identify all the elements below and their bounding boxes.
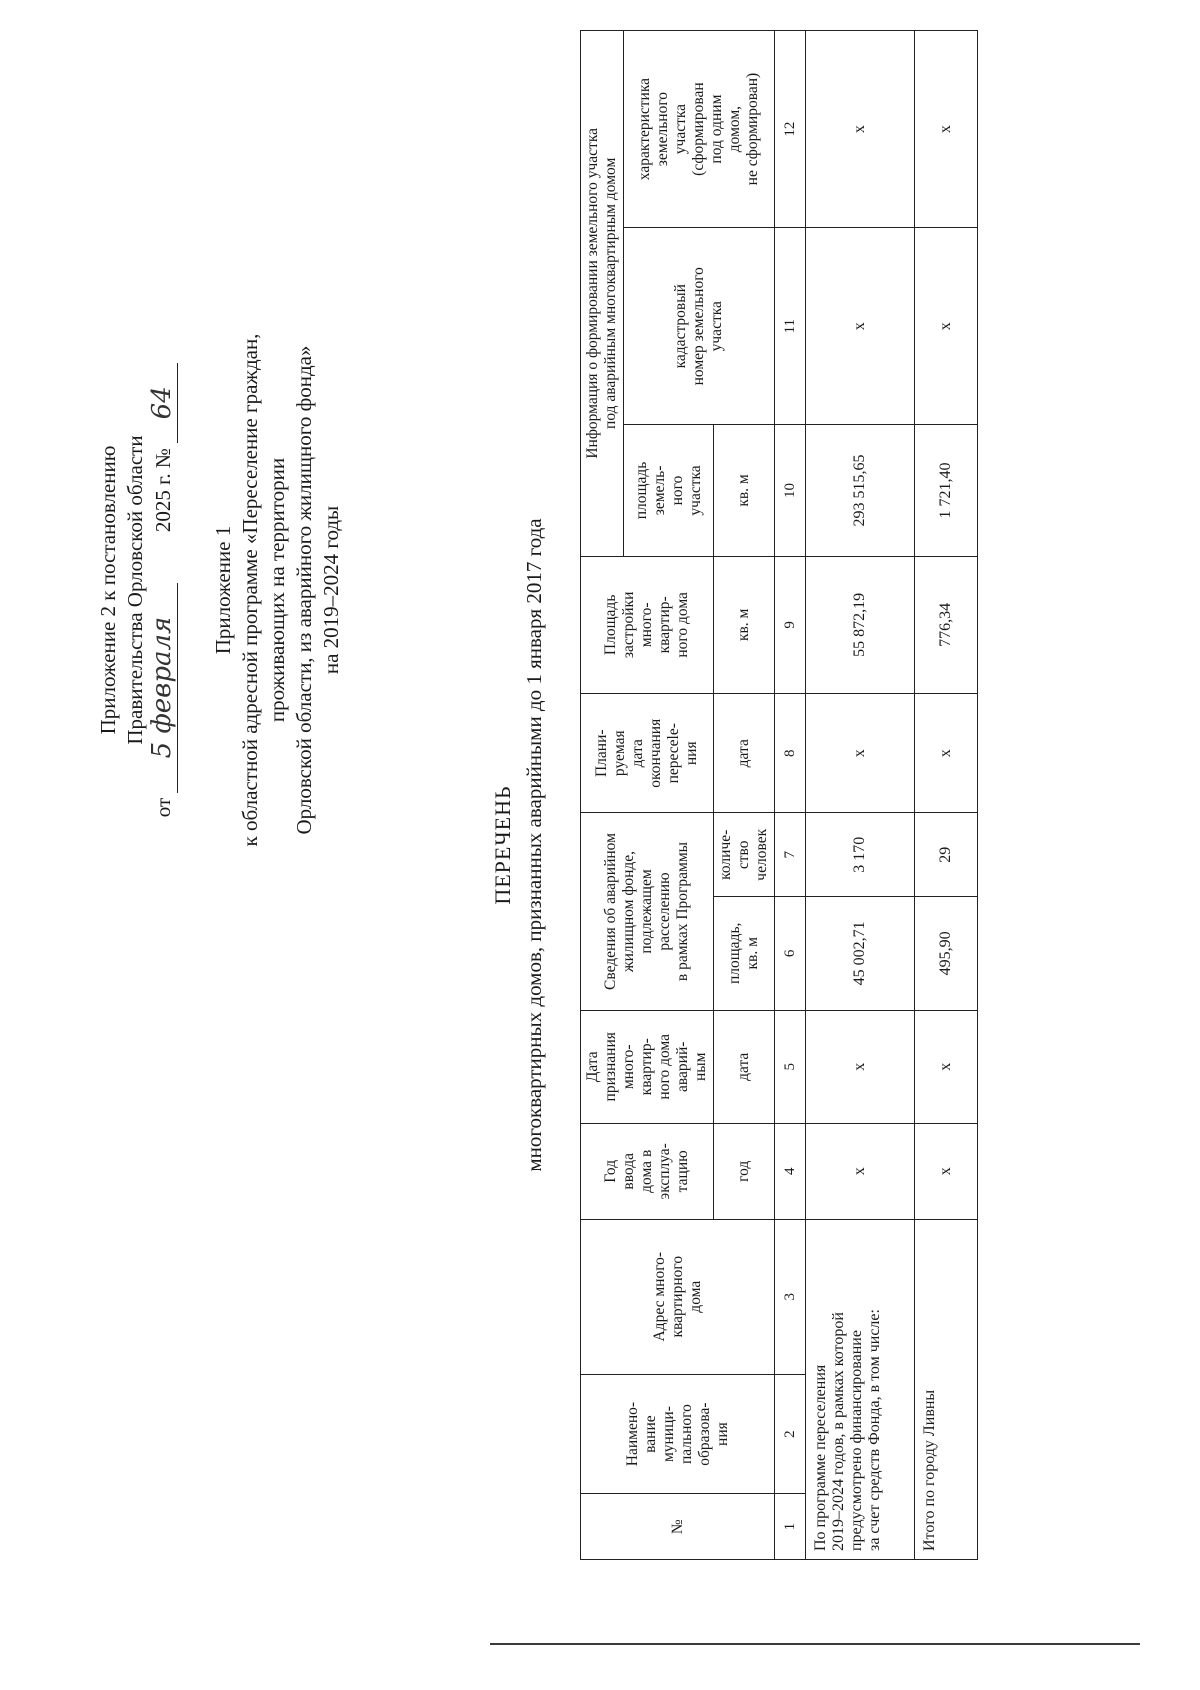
table-row — [915, 31, 978, 1560]
document-subtitle: многоквартирных домов, признанных аварийными до 1 января 2017 года — [522, 518, 546, 1172]
from-prefix: от — [151, 797, 175, 818]
col-number: 9 — [775, 556, 806, 693]
col-number: 8 — [775, 694, 806, 813]
cell-characteristic: х — [806, 31, 915, 228]
col-number: 12 — [775, 31, 806, 228]
unit-land-area: кв. м — [714, 425, 775, 556]
cell-people: 29 — [915, 813, 978, 897]
col-number: 2 — [775, 1374, 806, 1493]
decree-date-line — [149, 300, 178, 880]
table-row — [806, 31, 915, 1560]
margin-rule — [490, 1643, 1140, 1645]
header-planned-date: Плани- руемая дата окончания пересele- ния — [581, 694, 714, 813]
cell-area: 45 002,71 — [806, 897, 915, 1010]
cell-people: 3 170 — [806, 813, 915, 897]
col-number: 5 — [775, 1010, 806, 1123]
cell-characteristic: х — [915, 31, 978, 228]
cell-building-area: 55 872,19 — [806, 556, 915, 693]
header-land-info: Информация о формировании земельного участка под аварийным многоквартирным домом — [581, 31, 624, 557]
header-land-area: площадь земель- ного участка — [624, 425, 714, 556]
col-number: 11 — [775, 228, 806, 425]
decree-line-2: Правительства Орловской области — [123, 435, 147, 745]
col-number: 10 — [775, 425, 806, 556]
unit-people: количе- ство человек — [714, 813, 775, 897]
header-cadastral-number: кадастровый номер земельного участка — [624, 228, 775, 425]
unit-year: год — [714, 1124, 775, 1220]
unit-date: дата — [714, 1010, 775, 1123]
appendix-line-3: проживающих на территории — [265, 457, 289, 723]
row-label: Итого по городу Ливны — [915, 1219, 978, 1559]
document-title: ПЕРЕЧЕНЬ — [490, 785, 515, 905]
year-number-label: 2025 г. № — [151, 448, 175, 533]
cell-cadastral: х — [806, 228, 915, 425]
appendix-line-5: на 2019–2024 годы — [319, 505, 343, 675]
header-emergency-date: Дата признания много- квартир- ного дома аварий- ным — [581, 1010, 714, 1123]
header-address: Адрес много- квартирного дома — [581, 1219, 775, 1374]
unit-date-planned: дата — [714, 694, 775, 813]
cell-area: 495,90 — [915, 897, 978, 1010]
appendix-line-1: Приложение 1 — [211, 525, 235, 655]
header-housing-info: Сведения об аварийном жилищном фонде, подлежащем расселению в рамках Программы — [581, 813, 714, 1010]
cell-year: х — [915, 1124, 978, 1220]
col-number: 6 — [775, 897, 806, 1010]
cell-cadastral: х — [915, 228, 978, 425]
col-number: 1 — [775, 1494, 806, 1560]
cell-emergency-date: х — [915, 1010, 978, 1123]
header-year-commissioned: Год ввода дома в эксплуа- тацию — [581, 1124, 714, 1220]
decree-line-1: Приложение 2 к постановлению — [96, 445, 120, 735]
cell-building-area: 776,34 — [915, 556, 978, 693]
cell-land-area: 293 515,65 — [806, 425, 915, 556]
header-row-1 — [581, 31, 624, 1560]
handwritten-number-field — [149, 363, 178, 443]
appendix-line-2: к областной адресной программе «Переселение граждан, — [238, 333, 262, 847]
cell-emergency-date: х — [806, 1010, 915, 1123]
appendix-header — [210, 300, 345, 880]
unit-building-area: кв. м — [714, 556, 775, 693]
appendix-line-4: Орловской области, из аварийного жилищного фонда» — [292, 345, 316, 835]
header-building-area: Площадь застройки много- квартир- ного дома — [581, 556, 714, 693]
decree-header — [95, 300, 178, 880]
unit-area: площадь, кв. м — [714, 897, 775, 1010]
handwritten-date: 5 февраля — [147, 616, 177, 759]
handwritten-number: 64 — [147, 386, 177, 420]
header-land-characteristic: характеристика земельного участка (сформирован под одним домом, не сформирован) — [624, 31, 775, 228]
handwritten-date-field — [149, 583, 178, 793]
emergency-housing-table — [580, 30, 978, 1560]
header-number: № — [581, 1494, 775, 1560]
header-municipality: Наимено- вание муници- пального образова- ния — [581, 1374, 775, 1493]
row-label: По программе переселения 2019–2024 годов, в рамках которой предусмотрено финансирование за счет средств Фонда, в том числе: — [806, 1219, 915, 1559]
column-number-row — [775, 31, 806, 1560]
cell-year: х — [806, 1124, 915, 1220]
cell-land-area: 1 721,40 — [915, 425, 978, 556]
cell-planned-date: х — [806, 694, 915, 813]
col-number: 4 — [775, 1124, 806, 1220]
col-number: 3 — [775, 1219, 806, 1374]
col-number: 7 — [775, 813, 806, 897]
cell-planned-date: х — [915, 694, 978, 813]
